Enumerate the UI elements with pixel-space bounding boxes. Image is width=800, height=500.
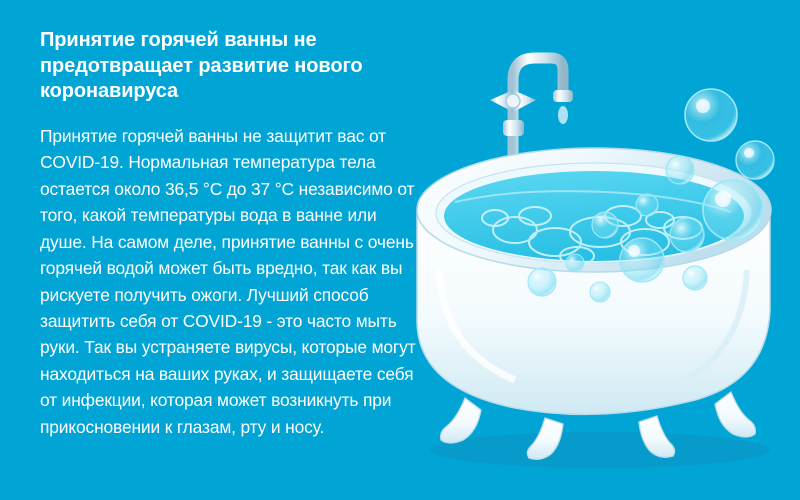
page-title: Принятие горячей ванны не предотвращает развитие нового коронавируса (40, 29, 363, 103)
text-column (40, 28, 420, 440)
bathtub-illustration (395, 20, 795, 490)
tub-shadow (430, 432, 770, 468)
bathtub-svg (395, 20, 795, 490)
water-drop-icon (558, 106, 568, 124)
body-paragraph: Принятие горячей ванны не защитит вас от COVID-19. Нормальная температура тела остается около 36,5 °C до 37 °C независимо от того, какой температуры вода в ванне или душе. На самом деле, принятие ванны с очень горячей водой может быть вредно, так как вы рискуете получить ожоги. Лучший способ защитить себя от COVID-19 - это часто мыть руки. Так вы устраняете вирусы, которые могут находиться на ваших руках, и защищаете себя от инфекции, которая может возникнуть при прикосновении к глазам, рту и носу. (40, 125, 416, 437)
